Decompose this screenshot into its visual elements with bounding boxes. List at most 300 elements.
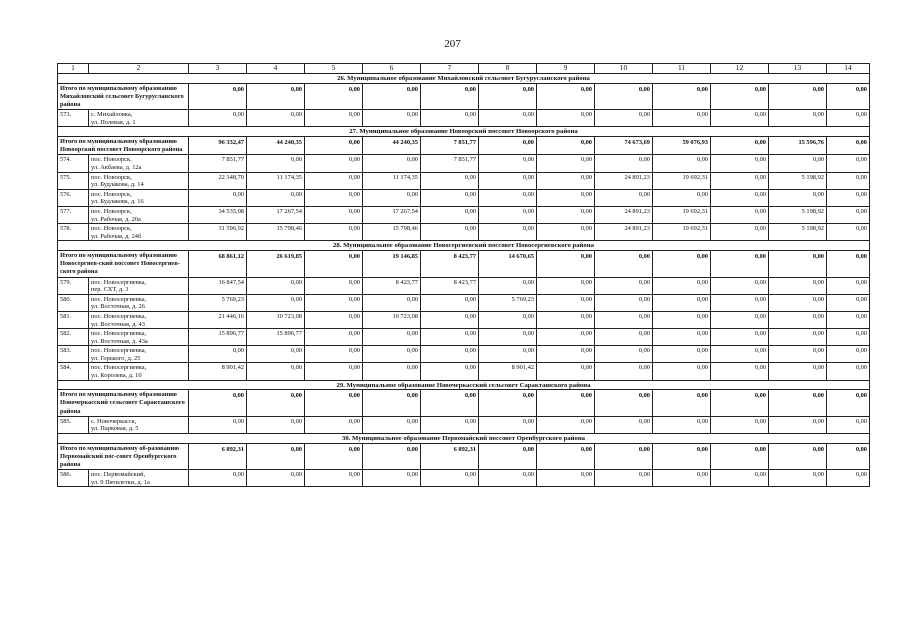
column-number: 3 bbox=[189, 64, 247, 74]
column-number: 10 bbox=[595, 64, 653, 74]
value-cell: 0,00 bbox=[537, 470, 595, 487]
address-cell bbox=[89, 206, 189, 223]
value-cell: 0,00 bbox=[247, 294, 305, 311]
address-line: пос. Новосергиевка, bbox=[91, 312, 147, 320]
total-label: Итого по муниципальному образованию Михайловский сельсовет Бугурусланского района bbox=[58, 83, 189, 110]
total-value: 0,00 bbox=[363, 443, 421, 470]
total-value: 68 861,12 bbox=[189, 250, 247, 277]
column-number: 11 bbox=[653, 64, 711, 74]
total-value: 0,00 bbox=[479, 390, 537, 417]
total-label: Итого по муниципальному об-разованию Первомайский пос-совет Оренбургского района bbox=[58, 443, 189, 470]
value-cell: 0,00 bbox=[479, 470, 537, 487]
value-cell: 5 198,92 bbox=[769, 224, 827, 241]
address-cell bbox=[89, 172, 189, 189]
value-cell: 0,00 bbox=[479, 346, 537, 363]
address-line: пос. Новоорск, bbox=[91, 173, 132, 181]
address-line: пос. Новосергиевка, bbox=[91, 295, 147, 303]
address-line: ул. 9 Пятилетки, д. 1а bbox=[91, 478, 150, 486]
value-cell: 0,00 bbox=[827, 416, 870, 433]
total-value: 0,00 bbox=[537, 443, 595, 470]
total-value: 6 892,31 bbox=[421, 443, 479, 470]
total-label: Итого по муниципальному образованию Новочеркасский сельсовет Саракташского района bbox=[58, 390, 189, 417]
total-value: 0,00 bbox=[363, 390, 421, 417]
value-cell: 0,00 bbox=[189, 189, 247, 206]
value-cell: 0,00 bbox=[421, 224, 479, 241]
value-cell: 31 596,92 bbox=[189, 224, 247, 241]
total-value: 0,00 bbox=[827, 136, 870, 154]
address-line: ул. Акбаева, д. 12а bbox=[91, 163, 142, 171]
total-value: 0,00 bbox=[595, 250, 653, 277]
section-title: 29. Муниципальное образование Новочеркасский сельсовет Саракташского района bbox=[58, 380, 870, 390]
value-cell: 0,00 bbox=[711, 294, 769, 311]
row-number: 573. bbox=[58, 110, 89, 127]
value-cell: 0,00 bbox=[421, 470, 479, 487]
value-cell: 7 851,77 bbox=[189, 155, 247, 172]
value-cell: 0,00 bbox=[827, 311, 870, 328]
total-value: 0,00 bbox=[827, 443, 870, 470]
address-line: пос. Новосергиевка, bbox=[91, 330, 147, 338]
total-value: 96 332,47 bbox=[189, 136, 247, 154]
table-row bbox=[58, 206, 870, 223]
total-value: 0,00 bbox=[479, 136, 537, 154]
value-cell: 0,00 bbox=[827, 206, 870, 223]
value-cell: 0,00 bbox=[305, 470, 363, 487]
value-cell: 0,00 bbox=[595, 346, 653, 363]
value-cell: 0,00 bbox=[421, 172, 479, 189]
table-row bbox=[58, 110, 870, 127]
total-value: 0,00 bbox=[247, 83, 305, 110]
value-cell: 0,00 bbox=[305, 277, 363, 294]
value-cell: 0,00 bbox=[537, 224, 595, 241]
row-number: 576. bbox=[58, 189, 89, 206]
total-label: Итого по муниципальному образованию Новосергиев-ский поссовет Новосергиев-ского района bbox=[58, 250, 189, 277]
column-number: 5 bbox=[305, 64, 363, 74]
total-value: 44 240,35 bbox=[363, 136, 421, 154]
value-cell: 0,00 bbox=[769, 416, 827, 433]
value-cell: 24 891,23 bbox=[595, 206, 653, 223]
value-cell: 10 723,08 bbox=[363, 311, 421, 328]
value-cell: 0,00 bbox=[769, 277, 827, 294]
row-number: 582. bbox=[58, 329, 89, 346]
column-number: 12 bbox=[711, 64, 769, 74]
address-cell bbox=[89, 470, 189, 487]
section-title: 27. Муниципальное образование Новоорский поссовет Новоорского района bbox=[58, 127, 870, 137]
value-cell: 0,00 bbox=[827, 470, 870, 487]
total-value: 0,00 bbox=[189, 83, 247, 110]
column-number: 14 bbox=[827, 64, 870, 74]
section-title-row bbox=[58, 380, 870, 390]
value-cell: 0,00 bbox=[305, 294, 363, 311]
total-row bbox=[58, 83, 870, 110]
table-row bbox=[58, 311, 870, 328]
value-cell: 0,00 bbox=[479, 155, 537, 172]
value-cell: 0,00 bbox=[247, 363, 305, 380]
value-cell: 0,00 bbox=[769, 329, 827, 346]
column-number: 8 bbox=[479, 64, 537, 74]
section-title: 28. Муниципальное образование Новосергиевский поссовет Новосергиевского района bbox=[58, 241, 870, 251]
total-value: 0,00 bbox=[537, 390, 595, 417]
value-cell: 0,00 bbox=[595, 277, 653, 294]
total-value: 0,00 bbox=[595, 390, 653, 417]
address-line: пос. Новоорск, bbox=[91, 190, 132, 198]
section-title-row bbox=[58, 434, 870, 444]
table-row bbox=[58, 189, 870, 206]
table-row bbox=[58, 363, 870, 380]
value-cell: 0,00 bbox=[827, 110, 870, 127]
value-cell: 0,00 bbox=[247, 189, 305, 206]
value-cell: 0,00 bbox=[363, 294, 421, 311]
address-line: пос. Новоорск, bbox=[91, 156, 132, 164]
value-cell: 0,00 bbox=[769, 155, 827, 172]
total-value: 44 240,35 bbox=[247, 136, 305, 154]
value-cell: 0,00 bbox=[653, 346, 711, 363]
total-value: 0,00 bbox=[711, 136, 769, 154]
value-cell: 21 446,16 bbox=[189, 311, 247, 328]
value-cell: 0,00 bbox=[537, 329, 595, 346]
value-cell: 0,00 bbox=[711, 363, 769, 380]
value-cell: 0,00 bbox=[363, 329, 421, 346]
value-cell: 19 692,31 bbox=[653, 172, 711, 189]
value-cell: 0,00 bbox=[479, 172, 537, 189]
total-value: 0,00 bbox=[711, 443, 769, 470]
table-row bbox=[58, 224, 870, 241]
value-cell: 0,00 bbox=[537, 311, 595, 328]
table-row bbox=[58, 329, 870, 346]
total-value: 0,00 bbox=[247, 390, 305, 417]
value-cell: 10 723,08 bbox=[247, 311, 305, 328]
value-cell: 5 769,23 bbox=[189, 294, 247, 311]
value-cell: 0,00 bbox=[595, 329, 653, 346]
value-cell: 0,00 bbox=[653, 311, 711, 328]
address-cell bbox=[89, 224, 189, 241]
value-cell: 0,00 bbox=[305, 416, 363, 433]
total-value: 0,00 bbox=[653, 250, 711, 277]
address-line: пос. Новоорск, bbox=[91, 225, 132, 233]
address-line: ул. Полевая, д. 1 bbox=[91, 118, 136, 126]
column-number: 4 bbox=[247, 64, 305, 74]
value-cell: 34 535,08 bbox=[189, 206, 247, 223]
total-row bbox=[58, 250, 870, 277]
value-cell: 0,00 bbox=[769, 110, 827, 127]
total-value: 6 892,31 bbox=[189, 443, 247, 470]
value-cell: 0,00 bbox=[827, 155, 870, 172]
row-number: 585. bbox=[58, 416, 89, 433]
address-line: ул. Восточная, д. 43а bbox=[91, 337, 148, 345]
address-line: ул. Рабочая, д. 24б bbox=[91, 232, 142, 240]
value-cell: 0,00 bbox=[305, 189, 363, 206]
address-line: с. Новочеркасск, bbox=[91, 417, 137, 425]
value-cell: 8 901,42 bbox=[189, 363, 247, 380]
value-cell: 5 198,92 bbox=[769, 206, 827, 223]
total-row bbox=[58, 443, 870, 470]
value-cell: 8 423,77 bbox=[421, 277, 479, 294]
total-value: 0,00 bbox=[421, 83, 479, 110]
value-cell: 0,00 bbox=[595, 189, 653, 206]
value-cell: 0,00 bbox=[421, 363, 479, 380]
value-cell: 0,00 bbox=[711, 172, 769, 189]
row-number: 578. bbox=[58, 224, 89, 241]
value-cell: 0,00 bbox=[711, 189, 769, 206]
address-cell bbox=[89, 311, 189, 328]
value-cell: 0,00 bbox=[595, 311, 653, 328]
section-title-row bbox=[58, 74, 870, 84]
total-value: 0,00 bbox=[769, 250, 827, 277]
row-number: 583. bbox=[58, 346, 89, 363]
total-row bbox=[58, 390, 870, 417]
value-cell: 0,00 bbox=[653, 155, 711, 172]
total-value: 0,00 bbox=[363, 83, 421, 110]
value-cell: 19 692,31 bbox=[653, 206, 711, 223]
section-title: 30. Муниципальное образование Первомайский поссовет Оренбургского района bbox=[58, 434, 870, 444]
value-cell: 0,00 bbox=[189, 470, 247, 487]
address-cell bbox=[89, 346, 189, 363]
total-value: 0,00 bbox=[305, 390, 363, 417]
value-cell: 19 692,31 bbox=[653, 224, 711, 241]
total-value: 74 673,69 bbox=[595, 136, 653, 154]
value-cell: 0,00 bbox=[189, 416, 247, 433]
total-value: 0,00 bbox=[769, 83, 827, 110]
total-value: 0,00 bbox=[537, 83, 595, 110]
value-cell: 0,00 bbox=[305, 346, 363, 363]
value-cell: 0,00 bbox=[827, 329, 870, 346]
value-cell: 11 174,35 bbox=[247, 172, 305, 189]
value-cell: 0,00 bbox=[479, 329, 537, 346]
total-value: 0,00 bbox=[711, 390, 769, 417]
total-value: 0,00 bbox=[653, 390, 711, 417]
total-value: 0,00 bbox=[537, 136, 595, 154]
total-value: 7 851,77 bbox=[421, 136, 479, 154]
table-row bbox=[58, 294, 870, 311]
section-title-row bbox=[58, 241, 870, 251]
value-cell: 0,00 bbox=[595, 363, 653, 380]
value-cell: 0,00 bbox=[827, 346, 870, 363]
row-number: 575. bbox=[58, 172, 89, 189]
value-cell: 0,00 bbox=[711, 110, 769, 127]
value-cell: 0,00 bbox=[711, 416, 769, 433]
address-line: ул. Восточная, д. 26 bbox=[91, 303, 145, 311]
section-title: 26. Муниципальное образование Михайловский сельсовет Бугурусланского района bbox=[58, 74, 870, 84]
column-number: 13 bbox=[769, 64, 827, 74]
value-cell: 0,00 bbox=[247, 470, 305, 487]
value-cell: 0,00 bbox=[421, 346, 479, 363]
value-cell: 0,00 bbox=[479, 311, 537, 328]
value-cell: 0,00 bbox=[769, 189, 827, 206]
value-cell: 0,00 bbox=[479, 416, 537, 433]
total-value: 0,00 bbox=[769, 390, 827, 417]
value-cell: 0,00 bbox=[479, 224, 537, 241]
address-line: пос. Новосергиевка, bbox=[91, 364, 147, 372]
total-value: 26 619,85 bbox=[247, 250, 305, 277]
address-cell bbox=[89, 155, 189, 172]
total-value: 19 146,85 bbox=[363, 250, 421, 277]
value-cell: 15 798,46 bbox=[363, 224, 421, 241]
address-line: ул. Горького, д. 25 bbox=[91, 354, 141, 362]
value-cell: 17 267,54 bbox=[363, 206, 421, 223]
value-cell: 0,00 bbox=[247, 110, 305, 127]
value-cell: 0,00 bbox=[827, 224, 870, 241]
value-cell: 22 348,70 bbox=[189, 172, 247, 189]
value-cell: 0,00 bbox=[537, 363, 595, 380]
value-cell: 5 198,92 bbox=[769, 172, 827, 189]
address-line: ул. Будлакова, д. 16 bbox=[91, 198, 144, 206]
value-cell: 0,00 bbox=[363, 110, 421, 127]
value-cell: 0,00 bbox=[305, 363, 363, 380]
value-cell: 0,00 bbox=[305, 311, 363, 328]
value-cell: 15 896,77 bbox=[189, 329, 247, 346]
value-cell: 0,00 bbox=[421, 110, 479, 127]
address-line: ул. Восточная, д. 43 bbox=[91, 320, 145, 328]
value-cell: 0,00 bbox=[653, 189, 711, 206]
total-value: 0,00 bbox=[305, 250, 363, 277]
value-cell: 0,00 bbox=[421, 416, 479, 433]
total-value: 0,00 bbox=[595, 83, 653, 110]
value-cell: 0,00 bbox=[363, 189, 421, 206]
address-line: с. Михайловка, bbox=[91, 111, 133, 119]
table-row bbox=[58, 470, 870, 487]
value-cell: 11 174,35 bbox=[363, 172, 421, 189]
value-cell: 0,00 bbox=[247, 416, 305, 433]
value-cell: 0,00 bbox=[537, 416, 595, 433]
value-cell: 0,00 bbox=[711, 206, 769, 223]
value-cell: 0,00 bbox=[421, 189, 479, 206]
address-line: пос. Новосергиевка, bbox=[91, 278, 147, 286]
value-cell: 0,00 bbox=[769, 363, 827, 380]
value-cell: 0,00 bbox=[711, 155, 769, 172]
column-number: 1 bbox=[58, 64, 89, 74]
value-cell: 0,00 bbox=[769, 294, 827, 311]
row-number: 586. bbox=[58, 470, 89, 487]
value-cell: 0,00 bbox=[653, 329, 711, 346]
total-value: 15 596,76 bbox=[769, 136, 827, 154]
total-value: 8 423,77 bbox=[421, 250, 479, 277]
column-number: 6 bbox=[363, 64, 421, 74]
row-number: 584. bbox=[58, 363, 89, 380]
value-cell: 0,00 bbox=[247, 346, 305, 363]
value-cell: 0,00 bbox=[537, 155, 595, 172]
total-value: 0,00 bbox=[595, 443, 653, 470]
value-cell: 16 847,54 bbox=[189, 277, 247, 294]
total-value: 0,00 bbox=[653, 443, 711, 470]
total-value: 14 670,65 bbox=[479, 250, 537, 277]
value-cell: 15 798,46 bbox=[247, 224, 305, 241]
total-value: 0,00 bbox=[711, 250, 769, 277]
value-cell: 0,00 bbox=[827, 277, 870, 294]
address-cell bbox=[89, 189, 189, 206]
value-cell: 0,00 bbox=[363, 155, 421, 172]
total-row bbox=[58, 136, 870, 154]
total-value: 59 076,93 bbox=[653, 136, 711, 154]
value-cell: 0,00 bbox=[711, 470, 769, 487]
value-cell: 0,00 bbox=[653, 470, 711, 487]
total-value: 0,00 bbox=[769, 443, 827, 470]
address-cell bbox=[89, 277, 189, 294]
value-cell: 0,00 bbox=[363, 416, 421, 433]
column-number-row bbox=[58, 64, 870, 74]
budget-table bbox=[57, 63, 870, 487]
value-cell: 0,00 bbox=[421, 206, 479, 223]
total-value: 0,00 bbox=[305, 136, 363, 154]
value-cell: 0,00 bbox=[479, 206, 537, 223]
table-row bbox=[58, 172, 870, 189]
value-cell: 0,00 bbox=[769, 346, 827, 363]
value-cell: 0,00 bbox=[247, 277, 305, 294]
value-cell: 15 896,77 bbox=[247, 329, 305, 346]
value-cell: 24 891,23 bbox=[595, 172, 653, 189]
value-cell: 0,00 bbox=[305, 155, 363, 172]
row-number: 574. bbox=[58, 155, 89, 172]
value-cell: 0,00 bbox=[595, 294, 653, 311]
value-cell: 0,00 bbox=[711, 311, 769, 328]
value-cell: 0,00 bbox=[305, 224, 363, 241]
page-number: 207 bbox=[444, 38, 461, 50]
value-cell: 0,00 bbox=[363, 470, 421, 487]
value-cell: 0,00 bbox=[711, 329, 769, 346]
value-cell: 0,00 bbox=[653, 110, 711, 127]
value-cell: 0,00 bbox=[189, 110, 247, 127]
section-title-row bbox=[58, 127, 870, 137]
value-cell: 0,00 bbox=[363, 346, 421, 363]
value-cell: 0,00 bbox=[305, 172, 363, 189]
value-cell: 0,00 bbox=[537, 172, 595, 189]
value-cell: 8 901,42 bbox=[479, 363, 537, 380]
value-cell: 0,00 bbox=[421, 329, 479, 346]
address-cell bbox=[89, 110, 189, 127]
total-value: 0,00 bbox=[827, 250, 870, 277]
value-cell: 0,00 bbox=[595, 110, 653, 127]
value-cell: 0,00 bbox=[595, 155, 653, 172]
total-value: 0,00 bbox=[479, 443, 537, 470]
value-cell: 0,00 bbox=[305, 329, 363, 346]
value-cell: 0,00 bbox=[305, 110, 363, 127]
address-line: пос. Новоорск, bbox=[91, 207, 132, 215]
value-cell: 24 891,23 bbox=[595, 224, 653, 241]
total-value: 0,00 bbox=[247, 443, 305, 470]
total-value: 0,00 bbox=[479, 83, 537, 110]
value-cell: 0,00 bbox=[653, 294, 711, 311]
total-value: 0,00 bbox=[537, 250, 595, 277]
table-row bbox=[58, 155, 870, 172]
value-cell: 0,00 bbox=[537, 189, 595, 206]
value-cell: 0,00 bbox=[827, 189, 870, 206]
value-cell: 0,00 bbox=[653, 416, 711, 433]
value-cell: 0,00 bbox=[537, 294, 595, 311]
address-line: пос. Первомайский, bbox=[91, 471, 146, 479]
value-cell: 0,00 bbox=[537, 277, 595, 294]
address-cell bbox=[89, 294, 189, 311]
value-cell: 8 423,77 bbox=[363, 277, 421, 294]
total-value: 0,00 bbox=[711, 83, 769, 110]
address-cell bbox=[89, 416, 189, 433]
value-cell: 0,00 bbox=[827, 363, 870, 380]
value-cell: 0,00 bbox=[363, 363, 421, 380]
address-cell bbox=[89, 329, 189, 346]
total-value: 0,00 bbox=[305, 83, 363, 110]
value-cell: 0,00 bbox=[247, 155, 305, 172]
total-value: 0,00 bbox=[653, 83, 711, 110]
address-line: пер. СХТ, д. 3 bbox=[91, 286, 129, 294]
table-row bbox=[58, 346, 870, 363]
total-label: Итого по муниципальному образованию Новоорский поссовет Новоорского района bbox=[58, 136, 189, 154]
address-line: ул. Рабочая, д. 20а bbox=[91, 215, 141, 223]
value-cell: 0,00 bbox=[421, 311, 479, 328]
value-cell: 0,00 bbox=[595, 470, 653, 487]
total-value: 0,00 bbox=[827, 390, 870, 417]
total-value: 0,00 bbox=[189, 390, 247, 417]
value-cell: 0,00 bbox=[537, 206, 595, 223]
value-cell: 0,00 bbox=[595, 416, 653, 433]
value-cell: 0,00 bbox=[769, 311, 827, 328]
column-number: 2 bbox=[89, 64, 189, 74]
